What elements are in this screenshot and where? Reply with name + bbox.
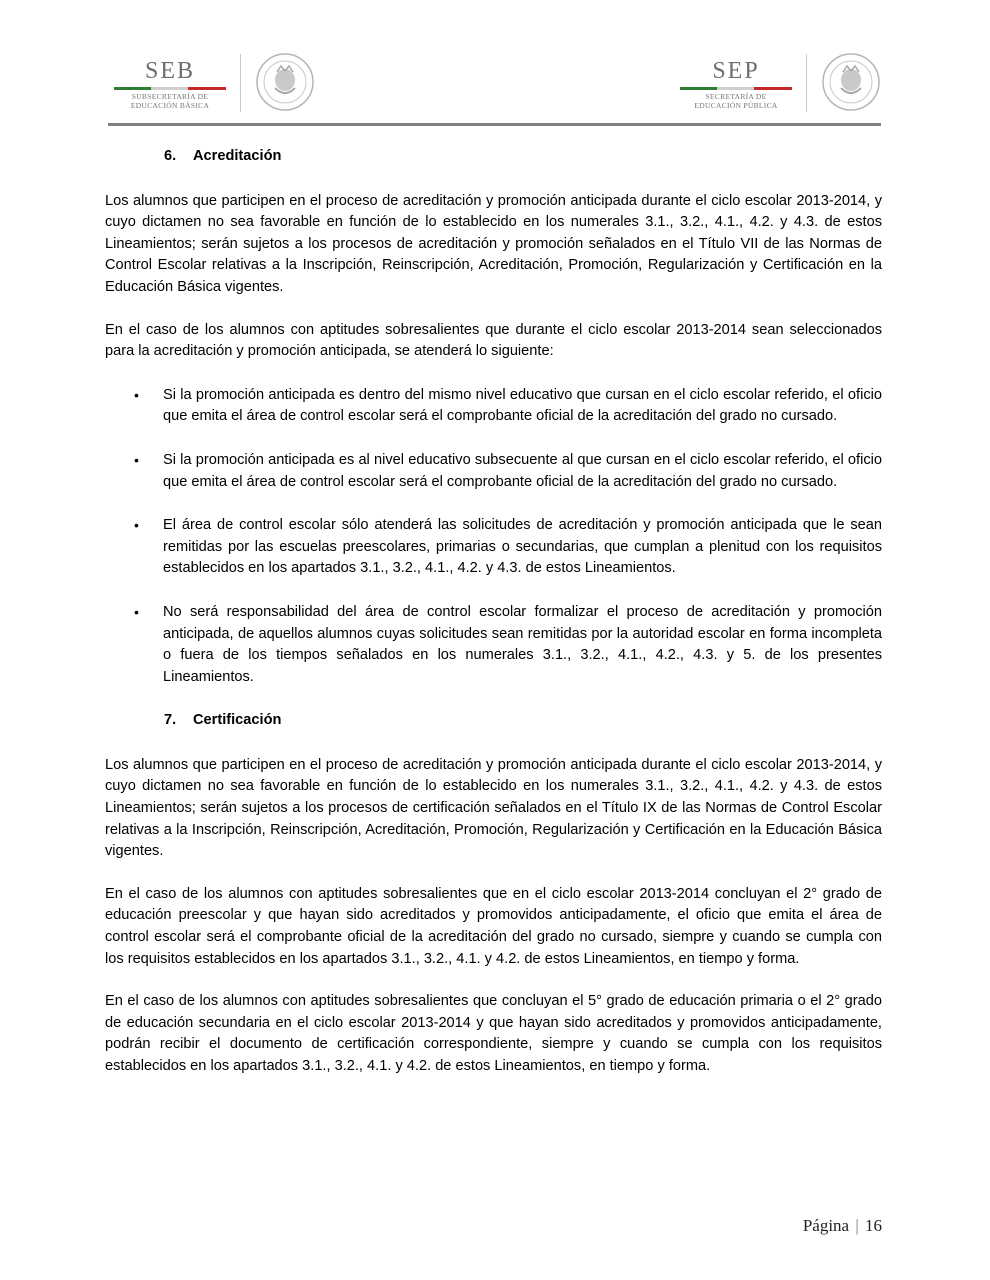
- section-title: Acreditación: [193, 148, 282, 164]
- paragraph: En el caso de los alumnos con aptitudes sobresalientes que en el ciclo escolar 2013-2014 concluyan el 2° grado de educación preescolar y que hayan sido acreditados y promovidos anticipadamente, el oficio que emita el área de control escolar será el comprobante oficial de la acreditación del grado no cursado, siempre y cuando se cumpla con los requisitos establecidos en los apartados 3.1., 3.2., 4.1. y 4.2. de estos Lineamientos, en tiempo y forma.: [105, 885, 882, 967]
- page-header: [108, 48, 881, 126]
- list-item: [105, 450, 882, 493]
- page-label: Página: [802, 1216, 850, 1235]
- sep-wordmark: [680, 58, 792, 110]
- list-item-text: No será responsabilidad del área de control escolar formalizar el proceso de acreditación y promoción anticipada, de aquellos alumnos cuyas solicitudes sean remitidas por la autoridad escolar en forma incompleta o fuera de los tiempos señalados en los numerales 3.1., 3.2., 4.1., 4.2., 4.3. y 5. de los presentes Lineamientos.: [163, 603, 882, 685]
- sep-acronym: SEP: [712, 58, 760, 84]
- seb-logo: [114, 58, 315, 112]
- bullet-list: [105, 385, 882, 689]
- page-number: 16: [865, 1216, 882, 1235]
- seb-wordmark: [114, 58, 226, 110]
- seb-acronym: SEB: [144, 58, 195, 84]
- paragraph: En el caso de los alumnos con aptitudes sobresalientes que concluyan el 5° grado de educación primaria o el 2° grado de educación secundaria en el ciclo escolar 2013-2014 y que hayan sido acreditados y promovidos anticipadamente, podrán recibir el documento de certificación correspondiente, siempre y cuando se cumpla con los requisitos establecidos en los apartados 3.1., 3.2., 4.1. y 4.2. de estos Lineamientos, en tiempo y forma.: [105, 993, 882, 1074]
- list-item: [105, 602, 882, 688]
- list-item-text: Si la promoción anticipada es al nivel educativo subsecuente al que cursan en el ciclo escolar referido, el oficio que emita el área de control escolar será el comprobante oficial de la acreditación del grado no cursado.: [163, 451, 882, 490]
- header-rule: [108, 123, 881, 126]
- logo-divider: [806, 54, 807, 112]
- bullet-icon: •: [134, 517, 139, 534]
- section-heading-certificacion: [164, 710, 882, 732]
- section-heading-acreditacion: [164, 146, 882, 168]
- page-footer: [803, 1216, 882, 1236]
- seb-subtitle-line1: SUBSECRETARÍA DE: [131, 92, 209, 101]
- logo-divider: [240, 54, 241, 112]
- paragraph: Los alumnos que participen en el proceso de acreditación y promoción anticipada durante el ciclo escolar 2013-2014, y cuyo dictamen no sea favorable en función de lo establecido en los numerales 3.1., 3.2., 4.1., 4.2. y 4.3. de estos Lineamientos; serán sujetos a los procesos de acreditación y promoción señalados en el Título VII de las Normas de Control Escolar relativas a la Inscripción, Reinscripción, Acreditación, Promoción, Regularización y Certificación en la Educación Básica vigentes.: [105, 192, 882, 295]
- list-item-text: El área de control escolar sólo atenderá las solicitudes de acreditación y promoción anticipada que le sean remitidas por las escuelas preescolares, primarias o secundarias, que cumplan a plenitud con los requisitos establecidos en los apartados 3.1., 3.2., 4.1., 4.2. y 4.3. de estos Lineamientos.: [163, 517, 882, 577]
- flag-stripe: [680, 87, 792, 90]
- sep-subtitle-line2: EDUCACIÓN PÚBLICA: [694, 101, 778, 110]
- list-item-text: Si la promoción anticipada es dentro del mismo nivel educativo que cursan en el ciclo escolar referido, el oficio que emita el área de control escolar será el comprobante oficial de la acreditación del grado no cursado.: [163, 386, 882, 425]
- bullet-icon: •: [134, 386, 139, 403]
- bullet-icon: •: [134, 451, 139, 468]
- section-number: 7.: [164, 712, 177, 729]
- mexico-coat-of-arms-seal-icon: [821, 52, 881, 112]
- section-number: 6.: [164, 148, 177, 164]
- seb-subtitle-line2: EDUCACIÓN BÁSICA: [130, 101, 210, 110]
- paragraph: En el caso de los alumnos con aptitudes sobresalientes que durante el ciclo escolar 2013-2014 sean seleccionados para la acreditación y promoción anticipada, se atenderá lo siguiente:: [105, 321, 882, 360]
- list-item: [105, 515, 882, 580]
- paragraph: Los alumnos que participen en el proceso de acreditación y promoción anticipada durante el ciclo escolar 2013-2014, y cuyo dictamen no sea favorable en función de lo establecido en los numerales 3.1., 3.2., 4.1., 4.2. y 4.3. de estos Lineamientos; serán sujetos a los procesos de certificación señalados en el Título IX de las Normas de Control Escolar relativas a la Inscripción, Reinscripción, Acreditación, Promoción, Regularización y Certificación en la Educación Básica vigentes.: [105, 756, 882, 860]
- bullet-icon: •: [134, 603, 139, 620]
- sep-logo: [680, 58, 881, 112]
- list-item: [105, 385, 882, 428]
- section-title: Certificación: [193, 712, 282, 729]
- document-body: [105, 146, 882, 1099]
- flag-stripe: [114, 87, 226, 90]
- mexico-coat-of-arms-seal-icon: [255, 52, 315, 112]
- sep-subtitle-line1: SECRETARÍA DE: [705, 92, 767, 101]
- page-separator: |: [855, 1216, 859, 1235]
